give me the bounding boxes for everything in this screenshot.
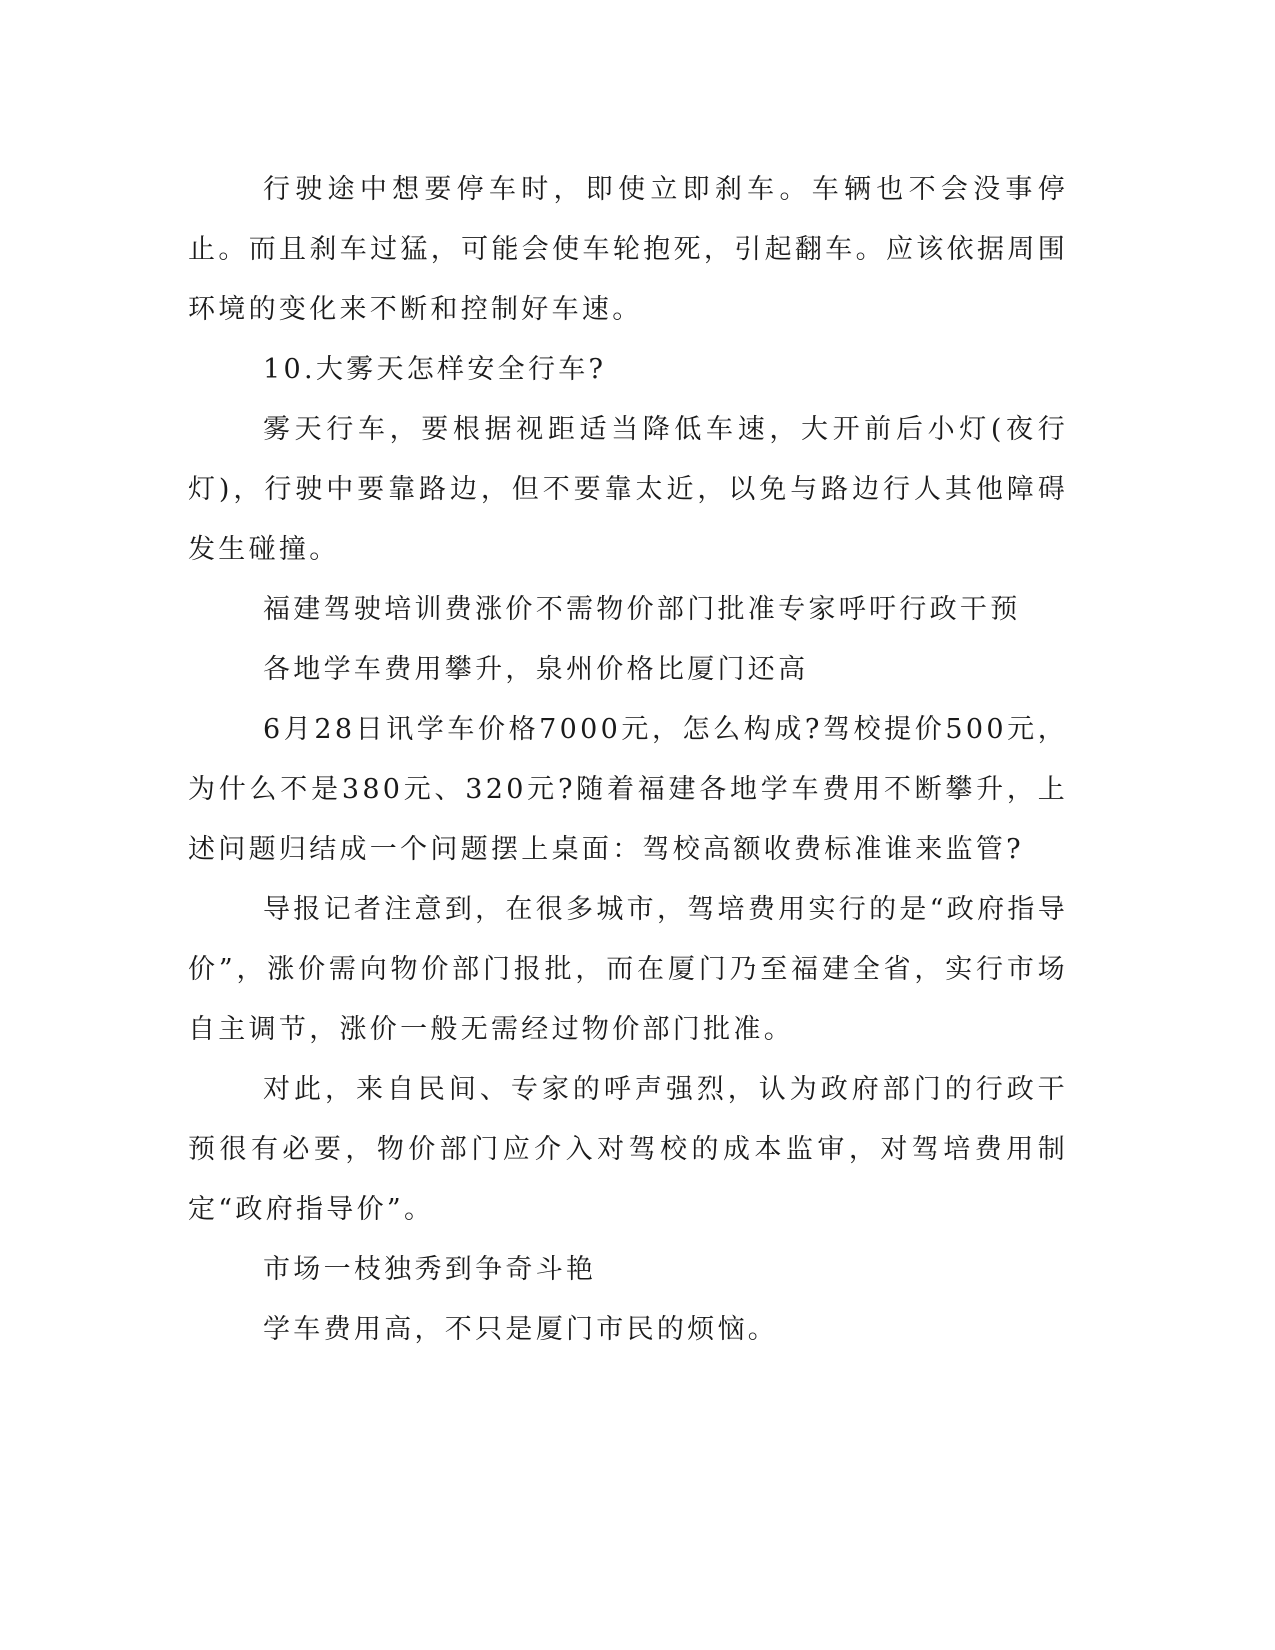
paragraph-closing: 学车费用高，不只是厦门市民的烦恼。: [263, 1314, 779, 1345]
news-headline: 福建驾驶培训费涨价不需物价部门批准专家呼吁行政干预: [263, 594, 1021, 625]
paragraph-government-guidance: 导报记者注意到，在很多城市，驾培费用实行的是“政府指导价”，涨价需向物价部门报批，而在厦门乃至福建全省，实行市场自主调节，涨价一般无需经过物价部门批准。: [188, 894, 1068, 1045]
paragraph-fog-driving: 雾天行车，要根据视距适当降低车速，大开前后小灯(夜行灯)，行驶中要靠路边，但不要靠太近，以免与路边行人其他障碍发生碰撞。: [188, 414, 1068, 565]
paragraph-price-question: 6月28日讯学车价格7000元，怎么构成?驾校提价500元，为什么不是380元、320元?随着福建各地学车费用不断攀升，上述问题归结成一个问题摆上桌面：驾校高额收费标准谁来监管?: [188, 714, 1068, 865]
news-subheadline: 各地学车费用攀升，泉州价格比厦门还高: [263, 654, 809, 685]
section-heading-market: 市场一枝独秀到争奇斗艳: [263, 1254, 597, 1285]
heading-fog-driving: 10.大雾天怎样安全行车?: [263, 354, 607, 385]
paragraph-expert-opinion: 对此，来自民间、专家的呼声强烈，认为政府部门的行政干预很有必要，物价部门应介入对驾校的成本监审，对驾培费用制定“政府指导价”。: [188, 1074, 1068, 1225]
document-body: [188, 160, 1068, 1360]
paragraph-brake-advice: 行驶途中想要停车时，即使立即刹车。车辆也不会没事停止。而且刹车过猛，可能会使车轮抱死，引起翻车。应该依据周围环境的变化来不断和控制好车速。: [188, 174, 1068, 325]
